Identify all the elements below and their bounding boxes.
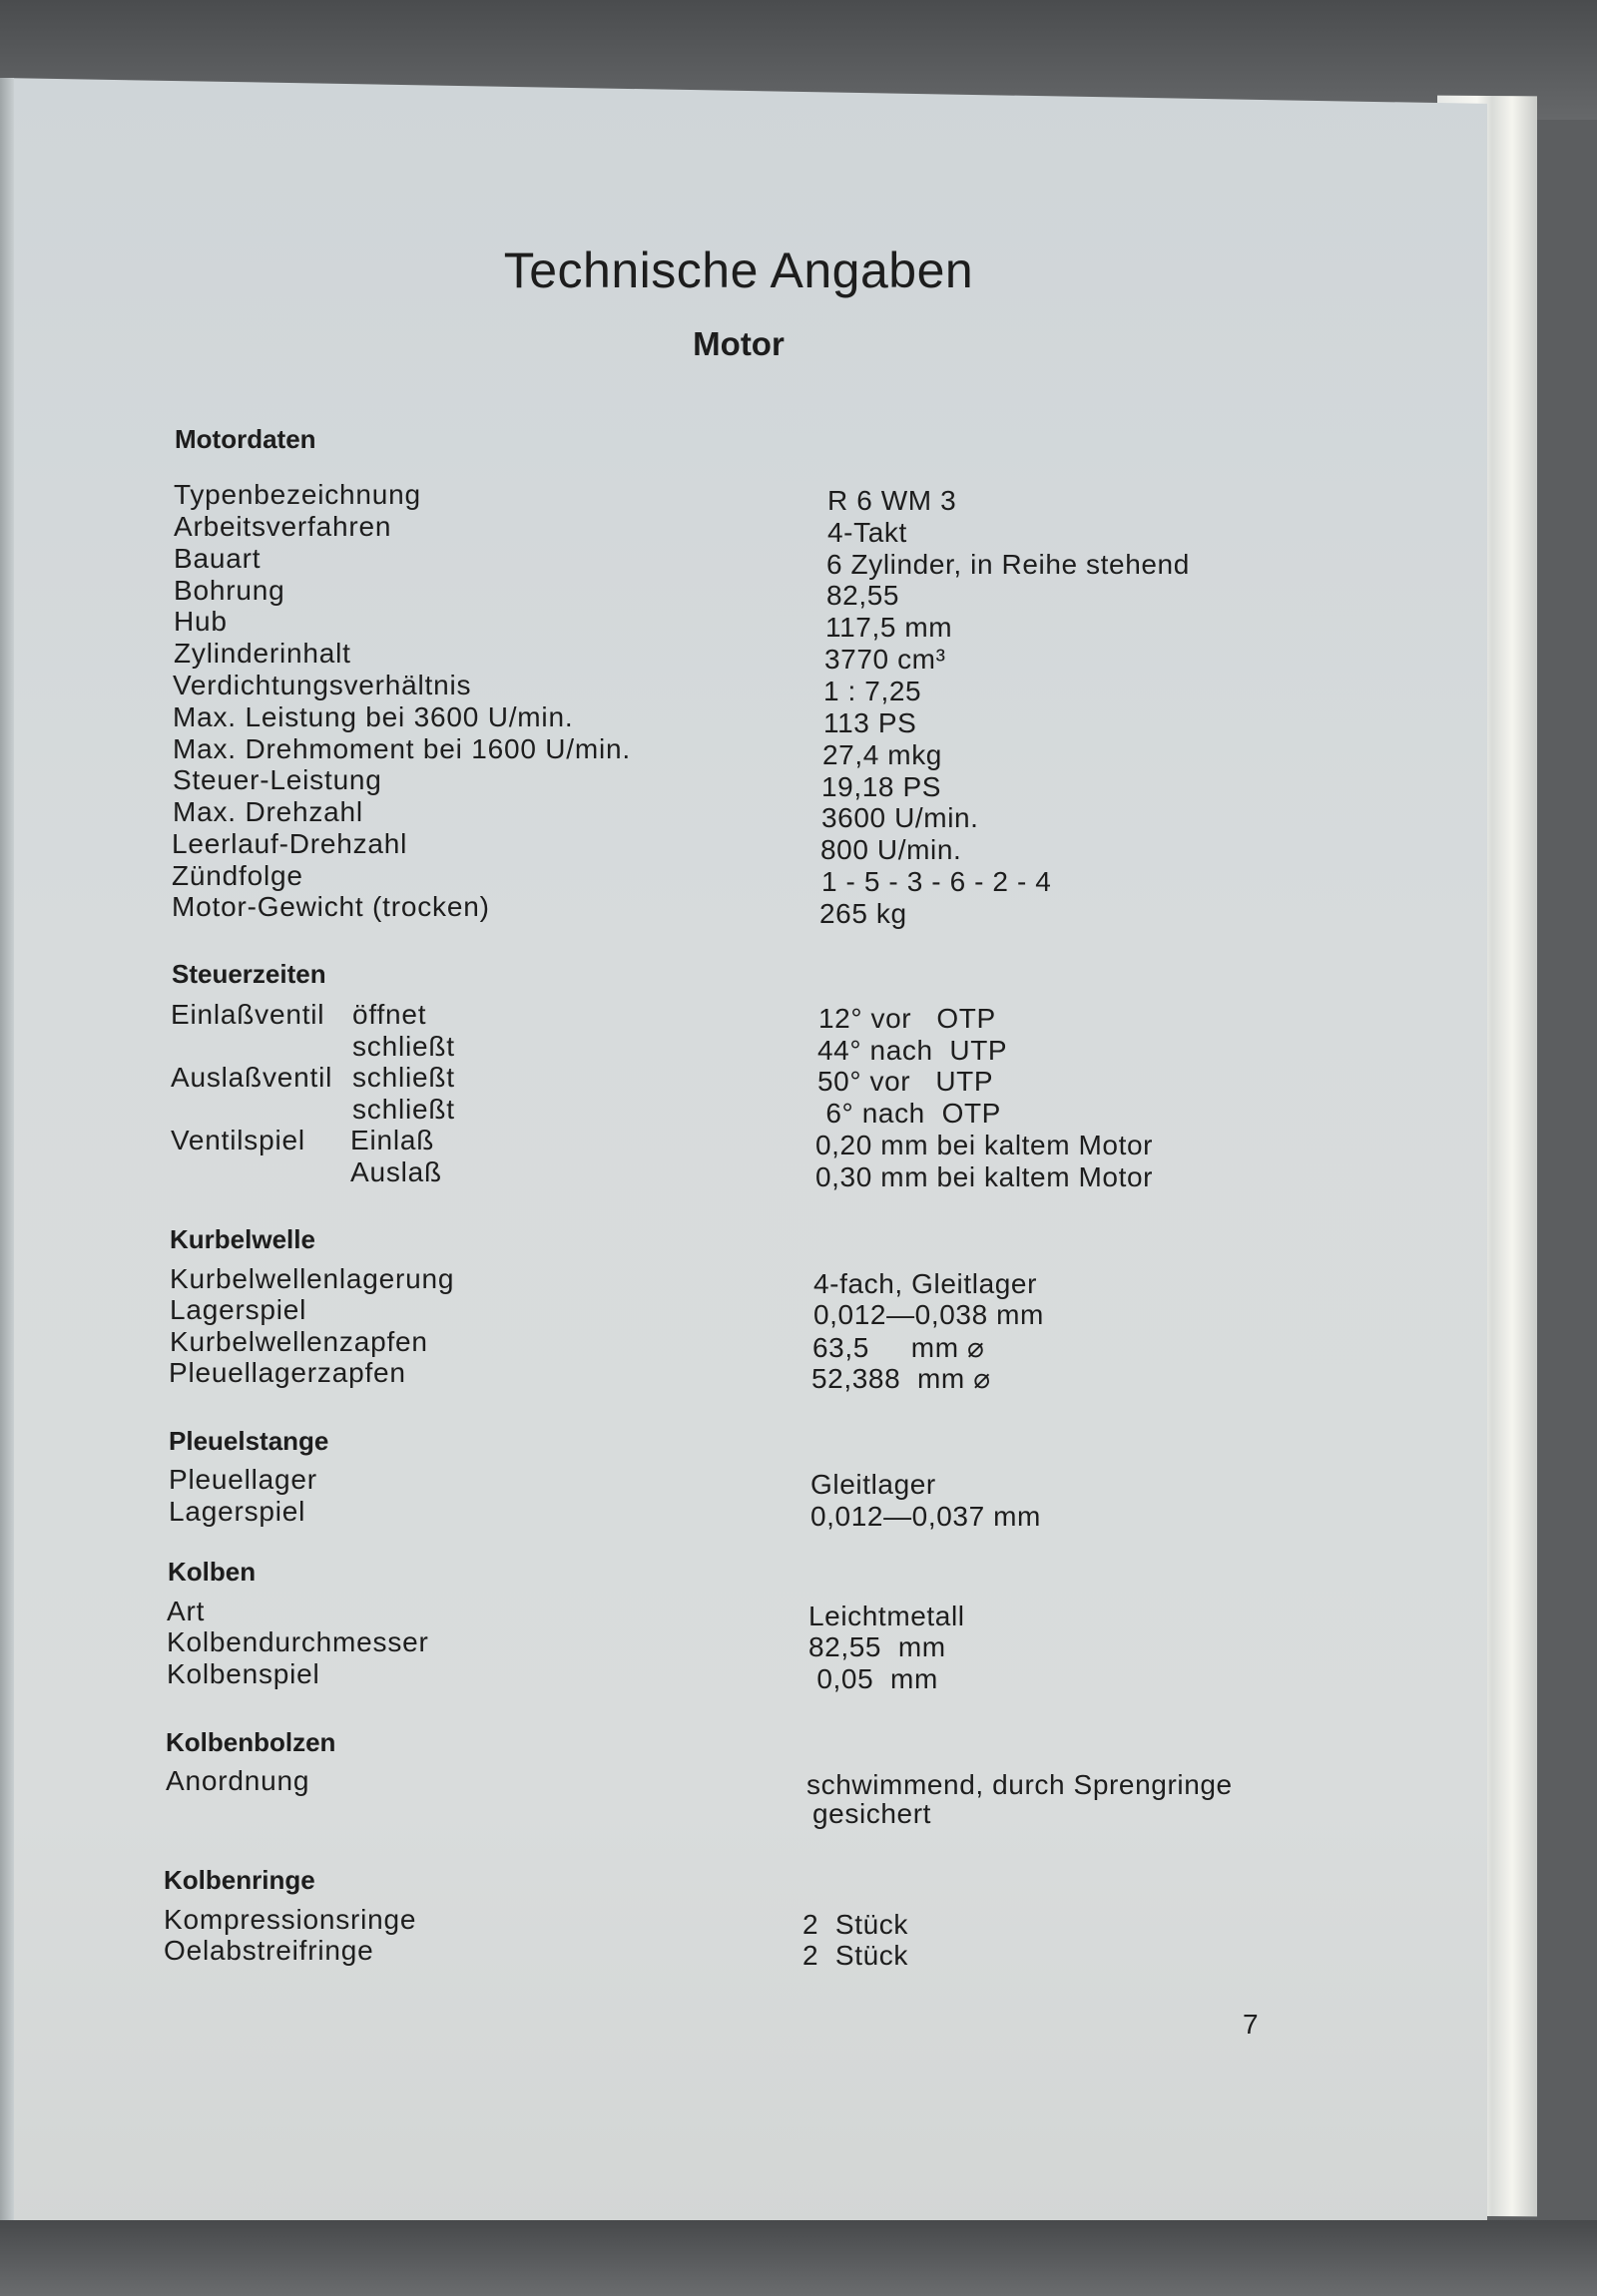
row-value: 0,20 mm bei kaltem Motor	[815, 1130, 1154, 1160]
row-value: 2 Stück	[802, 1909, 908, 1940]
page-number: 7	[1243, 2009, 1259, 2040]
row-value: 4-fach, Gleitlager	[813, 1268, 1038, 1299]
row-value: 3600 U/min.	[821, 802, 979, 833]
row-label: Anordnung	[166, 1765, 310, 1796]
row-value: 82,55	[826, 580, 900, 611]
section-heading-kolben: Kolben	[168, 1557, 257, 1587]
section-heading-kolbenbolzen: Kolbenbolzen	[166, 1727, 336, 1757]
row-value: 27,4 mkg	[822, 739, 942, 770]
row-label: Leerlauf-Drehzahl	[172, 828, 408, 859]
row-label: Zündfolge	[172, 860, 303, 891]
row-value: 800 U/min.	[820, 834, 962, 865]
row-label: Zylinderinhalt	[174, 638, 351, 669]
row-value: 1 - 5 - 3 - 6 - 2 - 4	[821, 866, 1052, 897]
row-label: Verdichtungsverhältnis	[173, 670, 472, 700]
row-label: Motor-Gewicht (trocken)	[172, 891, 490, 922]
page-title: Technische Angaben	[503, 242, 974, 298]
row-sublabel: schließt	[352, 1094, 455, 1125]
row-label: Typenbezeichnung	[174, 479, 421, 510]
row-sublabel: Einlaß	[350, 1125, 435, 1155]
section-heading-kurbelwelle: Kurbelwelle	[170, 1224, 315, 1254]
row-value: 52,388 mm ⌀	[811, 1363, 991, 1394]
row-value: 50° vor UTP	[817, 1066, 994, 1097]
row-value: 44° nach UTP	[817, 1035, 1008, 1066]
row-value: Leichtmetall	[808, 1601, 965, 1631]
row-label: Pleuellagerzapfen	[169, 1357, 406, 1388]
row-value: 0,012—0,038 mm	[813, 1299, 1044, 1330]
row-value: 3770 cm³	[824, 644, 946, 675]
row-value: schwimmend, durch Sprengringe	[806, 1769, 1233, 1800]
row-label: Hub	[174, 606, 228, 637]
section-heading-steuerzeiten: Steuerzeiten	[172, 959, 326, 989]
section-heading-pleuelstange: Pleuelstange	[169, 1426, 329, 1456]
row-label: Pleuellager	[169, 1464, 317, 1495]
row-value: 117,5 mm	[825, 612, 953, 643]
row-value: 6° nach OTP	[817, 1098, 1001, 1129]
row-label: Steuer-Leistung	[173, 764, 382, 795]
row-sublabel: Auslaß	[350, 1156, 442, 1187]
row-sublabel: schließt	[352, 1031, 455, 1062]
row-value: 82,55 mm	[808, 1631, 946, 1662]
section-heading-motordaten: Motordaten	[175, 424, 316, 454]
row-value: Gleitlager	[810, 1469, 936, 1500]
row-label: Kolbenspiel	[167, 1658, 320, 1689]
row-value: 0,05 mm	[808, 1663, 938, 1694]
row-value: 2 Stück	[802, 1940, 908, 1971]
row-label: Max. Drehzahl	[173, 796, 363, 827]
section-heading-kolbenringe: Kolbenringe	[164, 1865, 315, 1895]
row-label: Kurbelwellenlagerung	[170, 1263, 455, 1294]
row-value: 19,18 PS	[821, 771, 941, 802]
row-sublabel: schließt	[352, 1062, 455, 1093]
row-label: Arbeitsverfahren	[174, 511, 392, 542]
row-value: 0,30 mm bei kaltem Motor	[815, 1161, 1154, 1192]
row-value: R 6 WM 3	[827, 485, 957, 516]
row-value: 1 : 7,25	[823, 676, 922, 706]
row-value: 6 Zylinder, in Reihe stehend	[826, 549, 1190, 580]
row-value-continued: gesichert	[812, 1798, 932, 1829]
row-label: Max. Leistung bei 3600 U/min.	[173, 701, 574, 732]
row-value: 0,012—0,037 mm	[810, 1501, 1041, 1532]
row-label: Einlaßventil	[171, 999, 325, 1030]
row-label: Art	[167, 1596, 206, 1626]
row-label: Kolbendurchmesser	[167, 1626, 429, 1657]
row-value: 4-Takt	[827, 517, 907, 548]
row-label: Bohrung	[174, 575, 285, 606]
row-label: Auslaßventil	[171, 1062, 333, 1093]
row-value: 265 kg	[819, 898, 907, 929]
page-subtitle: Motor	[693, 325, 785, 362]
row-label: Lagerspiel	[169, 1496, 306, 1527]
row-label: Ventilspiel	[171, 1125, 305, 1155]
row-value: 63,5 mm ⌀	[812, 1332, 985, 1363]
row-label: Oelabstreifringe	[164, 1935, 374, 1966]
row-label: Max. Drehmoment bei 1600 U/min.	[173, 733, 631, 764]
row-sublabel: öffnet	[352, 999, 427, 1030]
row-label: Lagerspiel	[170, 1294, 307, 1325]
row-label: Kompressionsringe	[164, 1904, 417, 1935]
row-label: Bauart	[174, 543, 262, 574]
row-value: 12° vor OTP	[818, 1003, 996, 1034]
row-label: Kurbelwellenzapfen	[170, 1326, 428, 1357]
row-value: 113 PS	[823, 707, 917, 738]
